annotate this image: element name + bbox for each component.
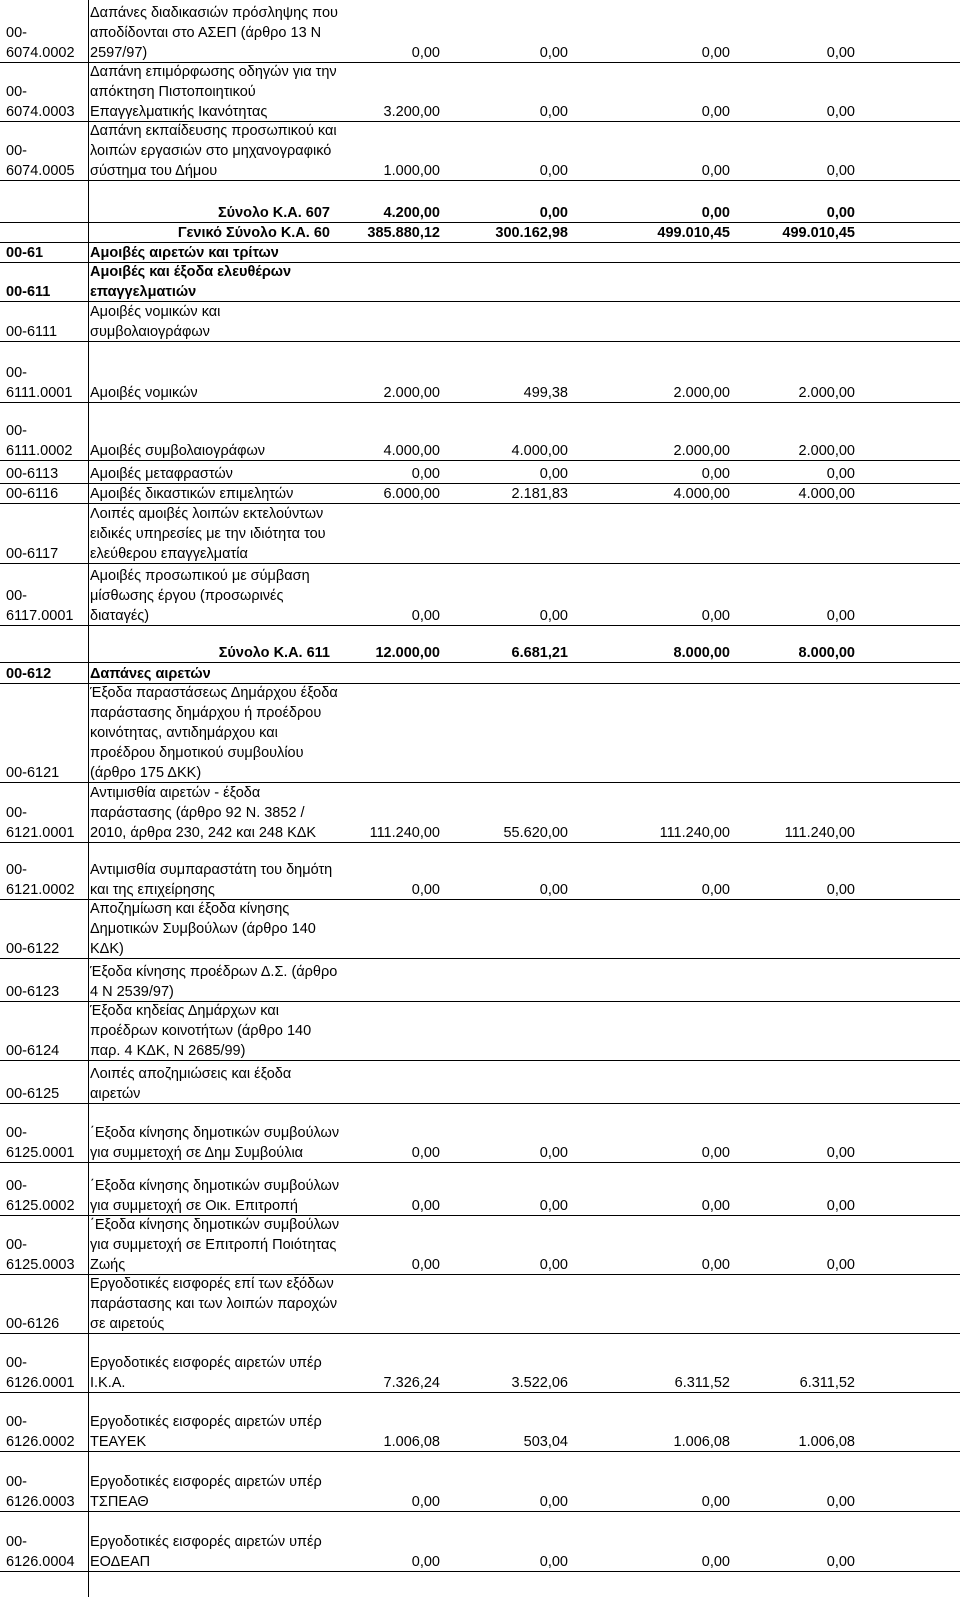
table-row [0, 263, 960, 302]
table-row [0, 1452, 960, 1512]
account-description: Εργοδοτικές εισφορές αιρετών υπέρ ΤΕΑΥΕΚ [90, 1414, 322, 1450]
amount-col-4: 6.311,52 [799, 1375, 855, 1391]
amount-col-4: 0,00 [826, 104, 855, 120]
amount-col-1: 6.000,00 [383, 486, 440, 502]
account-description: Δαπάνες διαδικασιών πρόσληψης που αποδίδονται στο ΑΣΕΠ (άρθρο 13 Ν 2597/97) [90, 5, 338, 61]
table-row [0, 1104, 960, 1163]
amount-col-1: 0,00 [411, 45, 440, 61]
amount-col-2: 0,00 [539, 1198, 568, 1214]
account-description: Αμοιβές και έξοδα ελευθέρων επαγγελματιών [90, 264, 292, 300]
amount-col-3: 0,00 [701, 882, 730, 898]
table-row [0, 1216, 960, 1275]
amount-col-1: 1.006,08 [383, 1434, 440, 1450]
summary-label: Γενικό Σύνολο Κ.Α. 60 [177, 225, 330, 241]
account-code: 00-6124 [6, 1043, 60, 1059]
amount-col-1: 2.000,00 [383, 385, 440, 401]
amount-col-1: 385.880,12 [367, 225, 440, 241]
summary-row [0, 204, 960, 223]
account-description: Εργοδοτικές εισφορές αιρετών υπέρ Ι.Κ.Α. [90, 1355, 322, 1391]
amount-col-3: 2.000,00 [673, 443, 730, 459]
account-description: Αμοιβές προσωπικού με σύμβαση μίσθωσης έργου (προσωρινές διαταγές) [90, 568, 310, 624]
table-row [0, 564, 960, 626]
table-row [0, 663, 960, 684]
account-description: Εργοδοτικές εισφορές αιρετών υπέρ ΤΣΠΕΑΘ [90, 1474, 322, 1510]
amount-col-1: 0,00 [411, 1145, 440, 1161]
account-code: 00- 6074.0005 [6, 143, 75, 179]
amount-col-1: 1.000,00 [383, 163, 440, 179]
amount-col-2: 0,00 [539, 104, 568, 120]
amount-col-4: 499.010,45 [782, 225, 855, 241]
account-description: Έξοδα παραστάσεως Δημάρχου έξοδα παράστασης δημάρχου ή προέδρου κοινότητας, αντιδημάρχου και προέδρου δημοτικού συμβουλίου (άρθρο 175 ΔΚΚ) [90, 685, 338, 781]
account-code: 00- 6117.0001 [6, 588, 74, 624]
account-code: 00- 6125.0003 [6, 1237, 75, 1273]
table-row [0, 1393, 960, 1452]
account-code: 00-612 [6, 666, 52, 682]
account-code: 00-6125 [6, 1086, 60, 1102]
amount-col-2: 0,00 [539, 205, 568, 221]
amount-col-2: 0,00 [539, 1145, 568, 1161]
table-row [0, 783, 960, 843]
table-row [0, 900, 960, 959]
amount-col-2: 0,00 [539, 1554, 568, 1570]
amount-col-1: 111.240,00 [369, 825, 440, 841]
amount-col-4: 0,00 [826, 882, 855, 898]
account-code: 00- 6074.0002 [6, 25, 75, 61]
amount-col-2: 0,00 [539, 45, 568, 61]
account-description: Έξοδα κίνησης προέδρων Δ.Σ. (άρθρο 4 Ν 2539/97) [90, 964, 338, 1000]
summary-label: Σύνολο Κ.Α. 607 [217, 205, 330, 221]
account-description: ΄Εξοδα κίνησης δημοτικών συμβούλων για συμμετοχή σε Οικ. Επιτροπή [90, 1178, 340, 1214]
amount-col-2: 499,38 [523, 385, 568, 401]
amount-col-2: 55.620,00 [503, 825, 568, 841]
table-row [0, 860, 960, 900]
table-row [0, 63, 960, 122]
account-code: 00- 6121.0002 [6, 862, 75, 898]
account-code: 00- 6111.0002 [6, 423, 73, 459]
table-row [0, 358, 960, 403]
amount-col-4: 0,00 [826, 1198, 855, 1214]
amount-col-3: 0,00 [701, 1198, 730, 1214]
table-row [0, 122, 960, 181]
account-description: Δαπάνες αιρετών [90, 666, 211, 682]
account-description: Δαπάνη επιμόρφωσης οδηγών για την απόκτηση Πιστοποιητικού Επαγγελματικής Ικανότητας [90, 64, 337, 120]
amount-col-3: 111.240,00 [659, 825, 730, 841]
amount-col-3: 1.006,08 [673, 1434, 730, 1450]
account-code: 00-6111 [6, 324, 58, 340]
amount-col-3: 0,00 [701, 205, 730, 221]
account-description: Αντιμισθία αιρετών - έξοδα παράστασης (άρθρο 92 Ν. 3852 / 2010, άρθρα 230, 242 και 248 ΚΔΚ [90, 785, 317, 841]
account-code: 00- 6126.0003 [6, 1474, 75, 1510]
account-description: Δαπάνη εκπαίδευσης προσωπικού και λοιπών εργασιών στο μηχανογραφικό σύστημα του Δήμου [90, 123, 337, 179]
account-code: 00-6126 [6, 1316, 60, 1332]
summary-row [0, 643, 960, 663]
account-code: 00-6123 [6, 984, 60, 1000]
amount-col-2: 0,00 [539, 466, 568, 482]
amount-col-3: 6.311,52 [674, 1375, 730, 1391]
amount-col-4: 1.006,08 [798, 1434, 855, 1450]
amount-col-2: 0,00 [539, 1494, 568, 1510]
account-description: Εργοδοτικές εισφορές αιρετών υπέρ ΕΟΔΕΑΠ [90, 1534, 322, 1570]
amount-col-1: 0,00 [411, 466, 440, 482]
table-row [0, 684, 960, 783]
amount-col-4: 0,00 [826, 1145, 855, 1161]
account-description: Λοιπές αμοιβές λοιπών εκτελούντων ειδικές υπηρεσίες με την ιδιότητα του ελεύθερου επαγγελματία [90, 506, 326, 562]
account-description: Λοιπές αποζημιώσεις και έξοδα αιρετών [90, 1066, 292, 1102]
summary-label: Σύνολο Κ.Α. 611 [218, 645, 330, 661]
amount-col-1: 3.200,00 [383, 104, 440, 120]
account-code: 00-6113 [6, 466, 59, 482]
column-divider [88, 0, 89, 1597]
account-description: Έξοδα κηδείας Δημάρχων και προέδρων κοινοτήτων (άρθρο 140 παρ. 4 ΚΔΚ, Ν 2685/99) [90, 1003, 312, 1059]
account-code: 00-611 [6, 284, 51, 300]
amount-col-3: 0,00 [701, 45, 730, 61]
table-row [0, 504, 960, 564]
amount-col-2: 2.181,83 [511, 486, 568, 502]
account-description: Αμοιβές νομικών και συμβολαιογράφων [90, 304, 221, 340]
table-row [0, 243, 960, 263]
account-description: ΄Εξοδα κίνησης δημοτικών συμβούλων για συμμετοχή σε Επιτροπή Ποιότητας Ζωής [90, 1217, 340, 1273]
amount-col-4: 0,00 [826, 1494, 855, 1510]
account-code: 00-6121 [6, 765, 60, 781]
amount-col-3: 0,00 [701, 466, 730, 482]
amount-col-1: 0,00 [411, 882, 440, 898]
amount-col-3: 0,00 [701, 1554, 730, 1570]
account-code: 00- 6125.0002 [6, 1178, 75, 1214]
amount-col-2: 4.000,00 [511, 443, 568, 459]
amount-col-4: 0,00 [826, 466, 855, 482]
amount-col-3: 0,00 [701, 163, 730, 179]
account-description: Αμοιβές νομικών [90, 385, 198, 401]
account-code: 00- 6126.0002 [6, 1414, 75, 1450]
account-code: 00- 6111.0001 [6, 365, 73, 401]
amount-col-2: 0,00 [539, 163, 568, 179]
amount-col-1: 0,00 [411, 608, 440, 624]
table-row [0, 1275, 960, 1334]
amount-col-1: 4.200,00 [383, 205, 440, 221]
account-code: 00- 6126.0004 [6, 1534, 75, 1570]
amount-col-4: 0,00 [826, 608, 855, 624]
amount-col-1: 4.000,00 [383, 443, 440, 459]
account-code: 00-6116 [6, 486, 59, 502]
amount-col-3: 0,00 [701, 1145, 730, 1161]
account-code: 00-6117 [6, 546, 59, 562]
account-description: Εργοδοτικές εισφορές επί των εξόδων παράστασης και των λοιπών παροχών σε αιρετούς [90, 1276, 338, 1332]
account-description: Αμοιβές μεταφραστών [90, 466, 233, 482]
amount-col-4: 4.000,00 [798, 486, 855, 502]
amount-col-2: 300.162,98 [495, 225, 568, 241]
amount-col-2: 0,00 [539, 1257, 568, 1273]
amount-col-1: 0,00 [411, 1257, 440, 1273]
amount-col-3: 0,00 [701, 1257, 730, 1273]
summary-row [0, 223, 960, 243]
amount-col-1: 0,00 [411, 1554, 440, 1570]
amount-col-4: 8.000,00 [798, 645, 855, 661]
table-row [0, 959, 960, 1002]
amount-col-4: 0,00 [826, 1257, 855, 1273]
amount-col-3: 8.000,00 [673, 645, 730, 661]
account-description: Αντιμισθία συμπαραστάτη του δημότη και της επιχείρησης [90, 862, 333, 898]
amount-col-4: 0,00 [826, 205, 855, 221]
amount-col-1: 12.000,00 [375, 645, 440, 661]
account-code: 00-6122 [6, 941, 60, 957]
amount-col-4: 2.000,00 [798, 385, 855, 401]
amount-col-4: 2.000,00 [798, 443, 855, 459]
account-code: 00- 6126.0001 [6, 1355, 75, 1391]
table-row [0, 1512, 960, 1572]
amount-col-1: 0,00 [411, 1198, 440, 1214]
amount-col-2: 6.681,21 [511, 645, 568, 661]
table-row [0, 4, 960, 63]
table-row [0, 1002, 960, 1061]
amount-col-4: 0,00 [826, 163, 855, 179]
amount-col-2: 0,00 [539, 882, 568, 898]
amount-col-3: 0,00 [701, 104, 730, 120]
amount-col-1: 7.326,24 [383, 1375, 440, 1391]
amount-col-1: 0,00 [411, 1494, 440, 1510]
account-description: Αμοιβές δικαστικών επιμελητών [90, 486, 294, 502]
account-code: 00-61 [6, 245, 44, 261]
amount-col-4: 0,00 [826, 1554, 855, 1570]
account-code: 00- 6074.0003 [6, 84, 75, 120]
amount-col-4: 111.240,00 [784, 825, 855, 841]
table-row [0, 484, 960, 504]
account-code: 00- 6121.0001 [6, 805, 75, 841]
amount-col-3: 0,00 [701, 608, 730, 624]
account-description: ΄Εξοδα κίνησης δημοτικών συμβούλων για συμμετοχή σε Δημ Συμβούλια [90, 1125, 340, 1161]
amount-col-3: 0,00 [701, 1494, 730, 1510]
account-description: Αποζημίωση και έξοδα κίνησης Δημοτικών Συμβούλων (άρθρο 140 ΚΔΚ) [90, 901, 316, 957]
amount-col-2: 0,00 [539, 608, 568, 624]
table-row [0, 416, 960, 461]
amount-col-3: 2.000,00 [673, 385, 730, 401]
table-row [0, 1061, 960, 1104]
table-row [0, 1163, 960, 1216]
amount-col-3: 4.000,00 [673, 486, 730, 502]
table-row [0, 302, 960, 342]
account-code: 00- 6125.0001 [6, 1125, 75, 1161]
amount-col-4: 0,00 [826, 45, 855, 61]
amount-col-2: 503,04 [523, 1434, 568, 1450]
account-description: Αμοιβές αιρετών και τρίτων [90, 245, 279, 261]
amount-col-2: 3.522,06 [511, 1375, 568, 1391]
amount-col-3: 499.010,45 [657, 225, 730, 241]
table-row [0, 1334, 960, 1393]
account-description: Αμοιβές συμβολαιογράφων [90, 443, 266, 459]
table-row [0, 461, 960, 484]
